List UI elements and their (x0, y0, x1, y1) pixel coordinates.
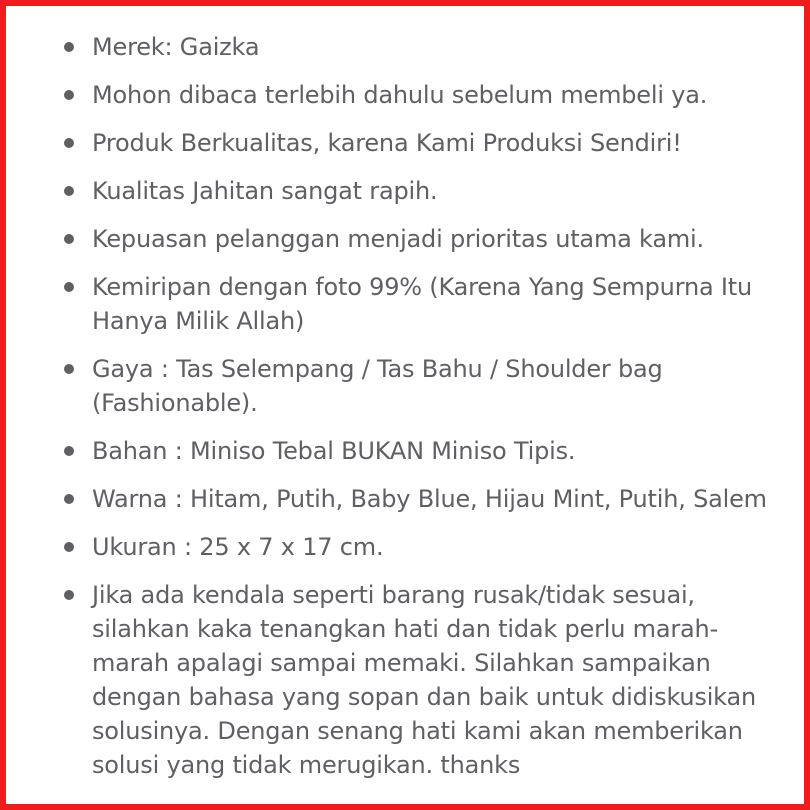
bullet-icon (64, 590, 74, 600)
list-item (92, 78, 782, 112)
list-item (92, 30, 782, 64)
list-item (92, 434, 782, 468)
list-item (92, 530, 782, 564)
bullet-icon (64, 138, 74, 148)
list-item-text: Gaya : Tas Selempang / Tas Bahu / Shoulder bag (Fashionable). (92, 355, 663, 417)
list-item-text: Warna : Hitam, Putih, Baby Blue, Hijau Mint, Putih, Salem (92, 485, 767, 513)
bullet-icon (64, 186, 74, 196)
bullet-icon (64, 282, 74, 292)
list-item-text: Kualitas Jahitan sangat rapih. (92, 177, 438, 205)
bullet-icon (64, 542, 74, 552)
list-item-text: Mohon dibaca terlebih dahulu sebelum membeli ya. (92, 81, 708, 109)
product-description-list (92, 30, 782, 796)
list-item-text: Jika ada kendala seperti barang rusak/tidak sesuai, silahkan kaka tenangkan hati dan tidak perlu marah-marah apalagi sampai memaki. Silahkan sampaikan dengan bahasa yang sopan dan baik untuk didiskusikan solusinya. Dengan senang hati kami akan memberikan solusi yang tidak merugikan. thanks (92, 581, 756, 779)
list-item-text: Bahan : Miniso Tebal BUKAN Miniso Tipis. (92, 437, 576, 465)
list-item-text: Ukuran : 25 x 7 x 17 cm. (92, 533, 384, 561)
list-item-text: Kepuasan pelanggan menjadi prioritas utama kami. (92, 225, 704, 253)
list-item (92, 222, 782, 256)
list-item-text: Merek: Gaizka (92, 33, 260, 61)
list-item (92, 174, 782, 208)
list-item (92, 482, 782, 516)
bullet-icon (64, 364, 74, 374)
list-item (92, 270, 782, 338)
list-item (92, 578, 782, 782)
list-item-text: Produk Berkualitas, karena Kami Produksi Sendiri! (92, 129, 682, 157)
bullet-icon (64, 494, 74, 504)
bullet-icon (64, 90, 74, 100)
list-item-text: Kemiripan dengan foto 99% (Karena Yang Sempurna Itu Hanya Milik Allah) (92, 273, 752, 335)
bullet-icon (64, 446, 74, 456)
list-item (92, 352, 782, 420)
bullet-icon (64, 234, 74, 244)
list-item (92, 126, 782, 160)
bullet-icon (64, 42, 74, 52)
